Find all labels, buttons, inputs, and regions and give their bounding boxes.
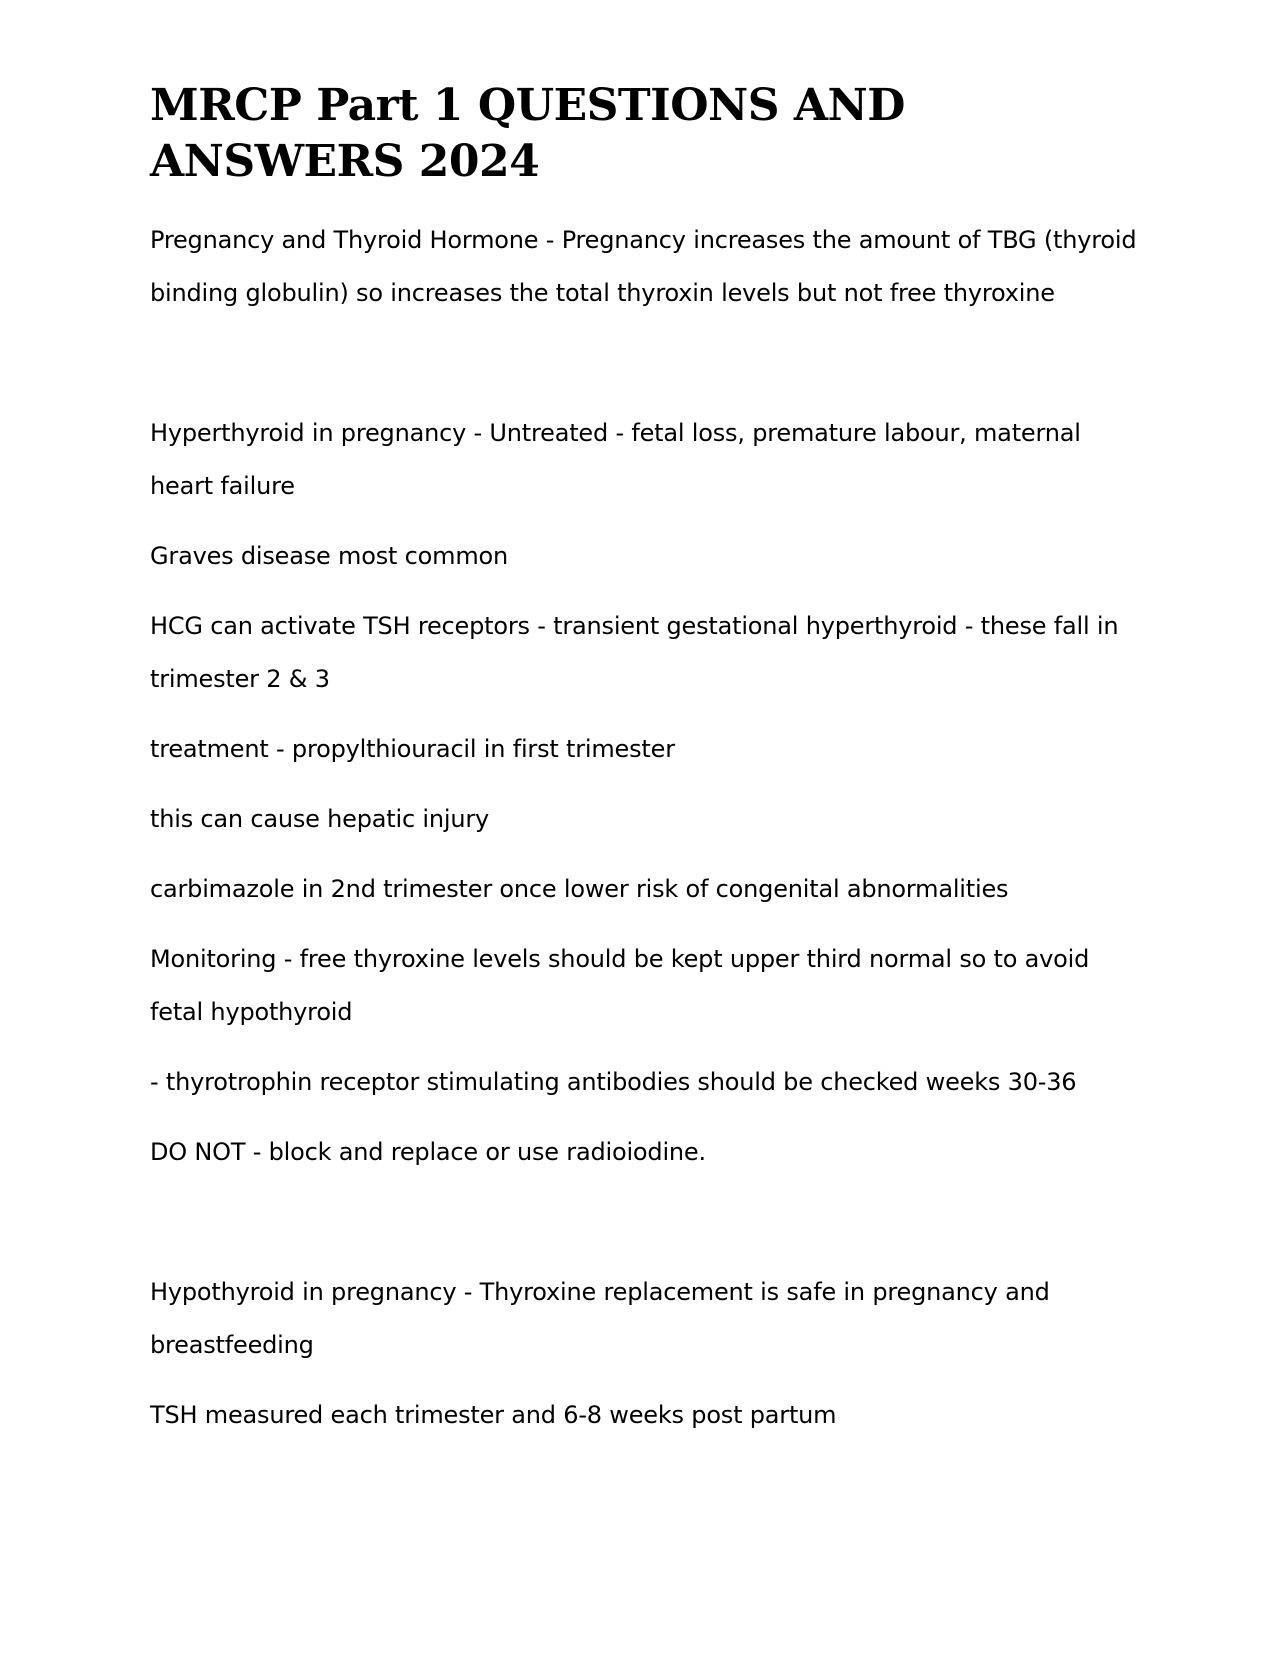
paragraph-hcg: HCG can activate TSH receptors - transient gestational hyperthyroid - these fall in trimester 2 & 3: [150, 612, 1119, 693]
paragraph-thyroid-hormone: Pregnancy and Thyroid Hormone - Pregnancy increases the amount of TBG (thyroid binding globulin) so increases the total thyroxin levels but not free thyroxine: [150, 226, 1137, 307]
paragraph-carbimazole: carbimazole in 2nd trimester once lower risk of congenital abnormalities: [150, 875, 1009, 903]
paragraph-monitoring: Monitoring - free thyroxine levels should be kept upper third normal so to avoid fetal hypothyroid: [150, 945, 1090, 1026]
paragraph-hepatic-injury: this can cause hepatic injury: [150, 805, 490, 833]
paragraph-do-not: DO NOT - block and replace or use radioiodine.: [150, 1138, 706, 1166]
paragraph-treatment: treatment - propylthiouracil in first trimester: [150, 735, 675, 763]
paragraph-hyperthyroid: Hyperthyroid in pregnancy - Untreated - fetal loss, premature labour, maternal heart failure: [150, 419, 1081, 500]
paragraph-hypothyroid: Hypothyroid in pregnancy - Thyroxine replacement is safe in pregnancy and breastfeeding: [150, 1278, 1050, 1359]
document-title: MRCP Part 1 QUESTIONS AND ANSWERS 2024: [150, 80, 905, 187]
paragraph-tsh: TSH measured each trimester and 6-8 weeks post partum: [150, 1401, 837, 1429]
paragraph-antibodies: - thyrotrophin receptor stimulating antibodies should be checked weeks 30-36: [150, 1068, 1077, 1096]
document-body: [150, 78, 1140, 1459]
blank-line: [150, 337, 1140, 390]
paragraph-graves: Graves disease most common: [150, 542, 508, 570]
blank-line: [150, 1196, 1140, 1249]
